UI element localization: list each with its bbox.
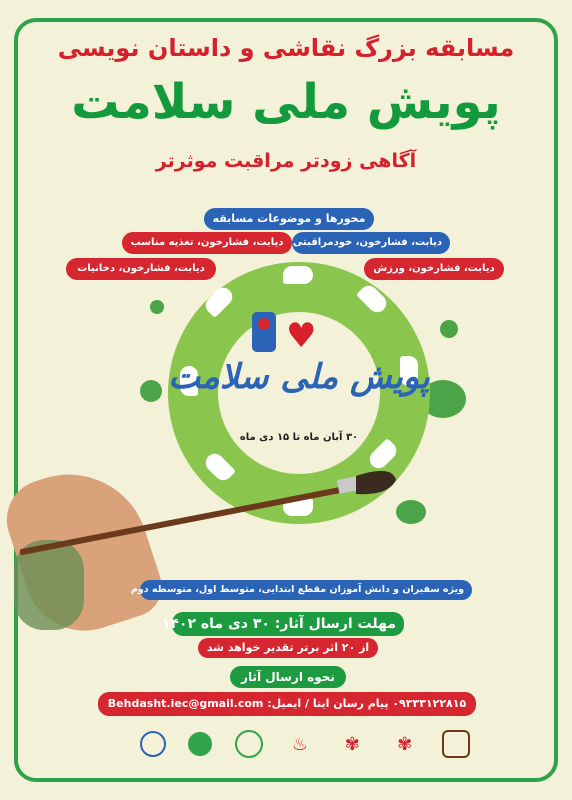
competition-heading: مسابقه بزرگ نقاشی و داستان نویسی bbox=[57, 34, 515, 62]
submission-details: ۰۹۳۳۳۱۲۲۸۱۵ پیام رسان ایتا / ایمیل: Behdasht.iec@gmail.com bbox=[98, 692, 476, 716]
submission-heading: نحوه ارسال آثار bbox=[230, 666, 346, 688]
paint-splatter bbox=[140, 380, 162, 402]
sponsor-logos bbox=[140, 724, 470, 764]
topic-pill-2: دیابت، فشارخون، تغذیه مناسب bbox=[122, 232, 292, 254]
emblem-date: ۳۰ آبان ماه تا ۱۵ دی ماه bbox=[239, 432, 359, 443]
campaign-title: پویش ملی سلامت bbox=[71, 74, 501, 130]
emblem-logo: ✾ bbox=[397, 733, 413, 755]
topics-heading: محورها و موضوعات مسابقه bbox=[204, 208, 374, 230]
ministry-logo: ♨ bbox=[291, 733, 309, 755]
heart-icon: ♥ bbox=[286, 316, 317, 356]
deadline-banner: مهلت ارسال آثار: ۳۰ دی ماه ۱۴۰۲ bbox=[172, 612, 404, 636]
paint-splatter bbox=[150, 300, 164, 314]
circle-logo bbox=[140, 731, 166, 757]
circle-logo bbox=[235, 730, 263, 758]
glucometer-icon bbox=[252, 312, 276, 352]
topic-pill-4: دیابت، فشارخون، دخانیات bbox=[66, 258, 216, 280]
paint-splatter bbox=[440, 320, 458, 338]
paint-splatter bbox=[396, 500, 426, 524]
paintbrush-icon bbox=[20, 456, 400, 566]
topic-pill-1: دیابت، فشارخون، خودمراقبتی bbox=[292, 232, 450, 254]
hand-icon bbox=[283, 266, 313, 284]
slogan: آگاهی زودتر مراقبت موثرتر bbox=[155, 150, 417, 172]
topic-pill-3: دیابت، فشارخون، ورزش bbox=[364, 258, 504, 280]
audience-banner: ویژه سفیران و دانش آموزان مقطع ابتدایی، متوسط اول، متوسطه دوم bbox=[140, 580, 472, 600]
university-logo bbox=[442, 730, 470, 758]
circle-logo bbox=[188, 732, 212, 756]
emblem-title: پویش ملی سلامت bbox=[168, 357, 430, 397]
emblem-logo: ✾ bbox=[344, 733, 360, 755]
awards-banner: از ۲۰ اثر برتر تقدیر خواهد شد bbox=[198, 638, 378, 658]
